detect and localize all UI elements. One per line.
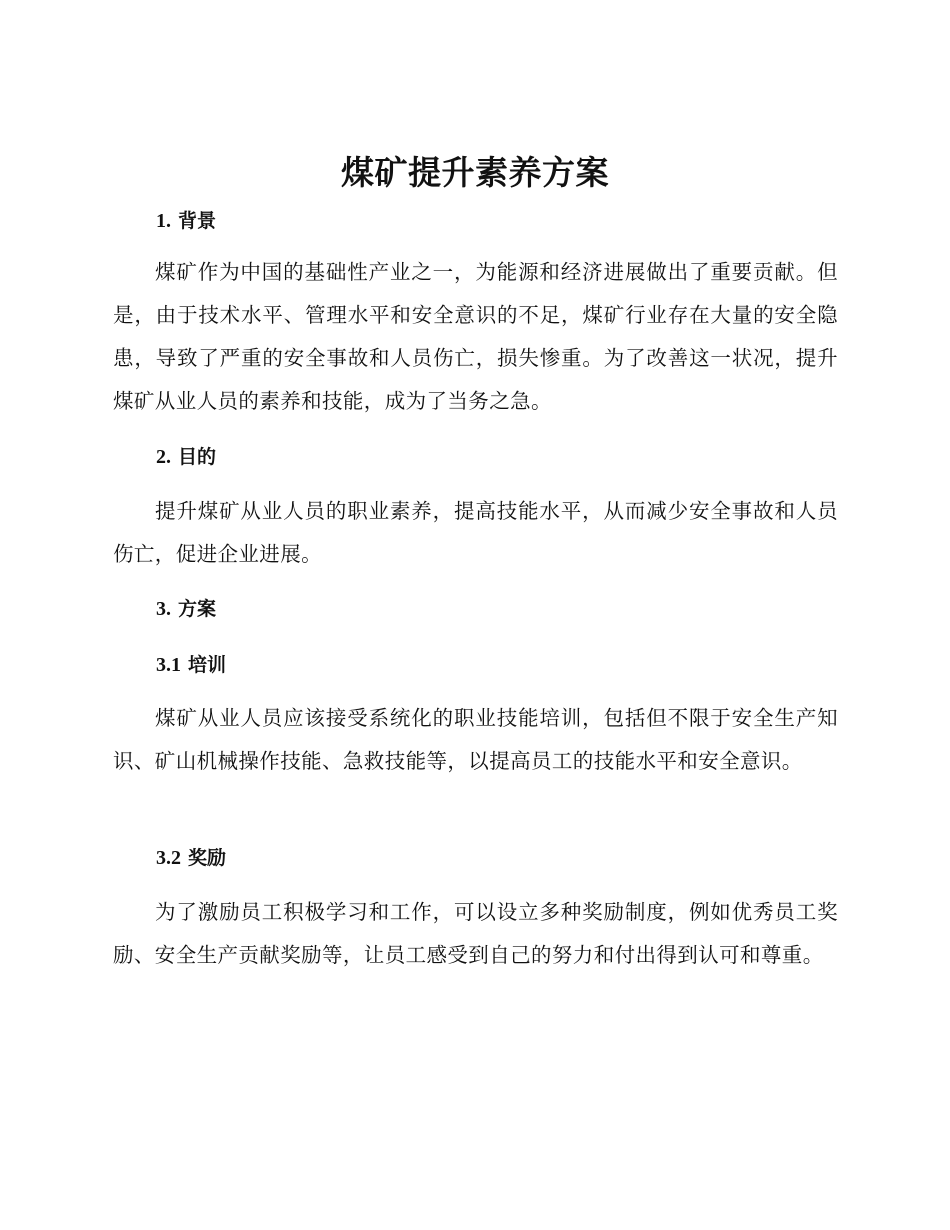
- section-title: 目的: [177, 446, 216, 468]
- section-number: 3.1: [156, 654, 181, 676]
- document-title: 煤矿提升素养方案: [341, 153, 609, 192]
- section-body-reward: 为了激励员工积极学习和工作，可以设立多种奖励制度，例如优秀员工奖励、安全生产贡献奖励等，让员工感受到自己的努力和付出得到认可和尊重。: [113, 900, 838, 967]
- section-heading-purpose: [156, 442, 216, 471]
- section-body-training: 煤矿从业人员应该接受系统化的职业技能培训，包括但不限于安全生产知识、矿山机械操作技能、急救技能等，以提高员工的技能水平和安全意识。: [113, 706, 838, 773]
- section-number: 2.: [156, 446, 171, 468]
- section-number: 3.2: [156, 847, 181, 869]
- section-heading-reward: [156, 843, 226, 872]
- section-title: 奖励: [187, 847, 226, 869]
- section-body-background: 煤矿作为中国的基础性产业之一，为能源和经济进展做出了重要贡献。但是，由于技术水平、管理水平和安全意识的不足，煤矿行业存在大量的安全隐患，导致了严重的安全事故和人员伤亡，损失惨重。为了改善这一状况，提升煤矿从业人员的素养和技能，成为了当务之急。: [113, 260, 838, 413]
- section-number: 3.: [156, 598, 171, 620]
- section-title: 方案: [177, 598, 216, 620]
- section-number: 1.: [156, 210, 171, 232]
- section-heading-training: [156, 650, 226, 679]
- section-heading-plan: [156, 594, 216, 623]
- section-body-purpose: 提升煤矿从业人员的职业素养，提高技能水平，从而减少安全事故和人员伤亡，促进企业进展。: [113, 499, 838, 566]
- section-title: 背景: [177, 210, 216, 232]
- section-title: 培训: [187, 654, 226, 676]
- section-heading-background: [156, 206, 216, 235]
